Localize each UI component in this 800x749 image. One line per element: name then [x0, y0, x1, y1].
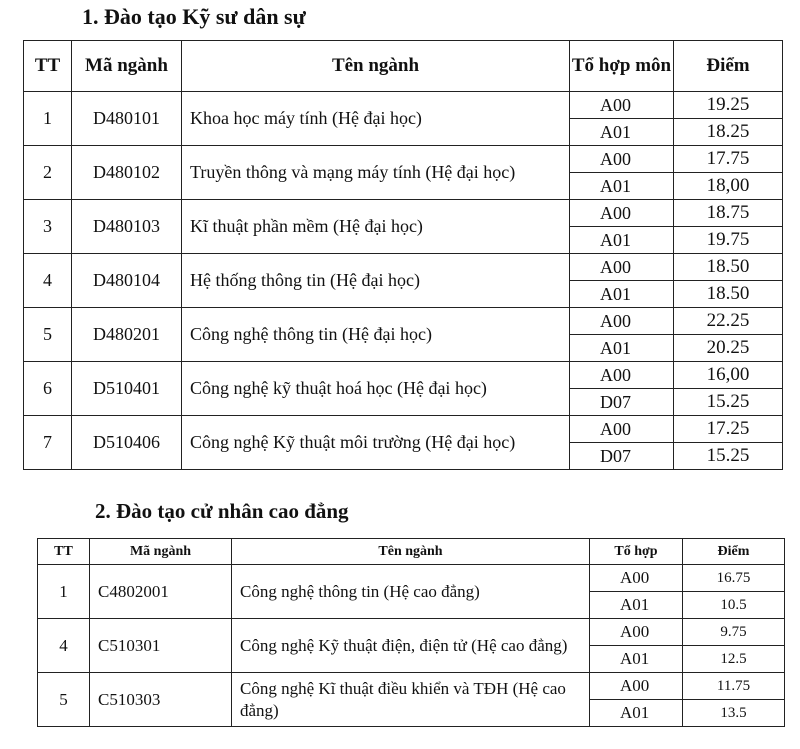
- major-name: Công nghệ Kĩ thuật điều khiển và TĐH (Hệ cao đẳng): [232, 673, 590, 727]
- admission-score: 15.25: [674, 389, 783, 416]
- admission-score: 9.75: [683, 619, 785, 646]
- table-row: [24, 254, 783, 281]
- subject-combo: A00: [570, 416, 674, 443]
- table-row: [38, 673, 785, 700]
- subject-combo: D07: [570, 389, 674, 416]
- subject-combo: A01: [570, 281, 674, 308]
- major-code: C510303: [90, 673, 232, 727]
- row-number: 1: [38, 565, 90, 619]
- admission-score: 16,00: [674, 362, 783, 389]
- major-name: Công nghệ thông tin (Hệ cao đẳng): [232, 565, 590, 619]
- section2-title: 2. Đào tạo cử nhân cao đẳng: [95, 499, 349, 523]
- subject-combo: A01: [590, 646, 683, 673]
- subject-combo: A00: [570, 200, 674, 227]
- major-name: Kĩ thuật phần mềm (Hệ đại học): [182, 200, 570, 254]
- engineer-score-table: [23, 40, 783, 470]
- header-score: Điểm: [674, 41, 783, 92]
- major-code: D480103: [72, 200, 182, 254]
- subject-combo: A01: [570, 119, 674, 146]
- admission-score: 15.25: [674, 443, 783, 470]
- row-number: 3: [24, 200, 72, 254]
- subject-combo: A00: [590, 619, 683, 646]
- subject-combo: A01: [570, 227, 674, 254]
- table-header-row: [38, 539, 785, 565]
- table-row: [38, 565, 785, 592]
- subject-combo: A00: [570, 308, 674, 335]
- subject-combo: A01: [590, 700, 683, 727]
- header-score: Điểm: [683, 539, 785, 565]
- major-name: Khoa học máy tính (Hệ đại học): [182, 92, 570, 146]
- subject-combo: A00: [590, 565, 683, 592]
- major-code: D510401: [72, 362, 182, 416]
- major-name: Truyền thông và mạng máy tính (Hệ đại học): [182, 146, 570, 200]
- subject-combo: A00: [570, 92, 674, 119]
- admission-score: 19.75: [674, 227, 783, 254]
- header-code: Mã ngành: [72, 41, 182, 92]
- admission-score: 10.5: [683, 592, 785, 619]
- section1-title: 1. Đào tạo Kỹ sư dân sự: [82, 4, 306, 29]
- row-number: 2: [24, 146, 72, 200]
- admission-score: 18.50: [674, 281, 783, 308]
- admission-score: 11.75: [683, 673, 785, 700]
- row-number: 6: [24, 362, 72, 416]
- subject-combo: A00: [590, 673, 683, 700]
- row-number: 5: [24, 308, 72, 362]
- admission-score: 18.25: [674, 119, 783, 146]
- admission-score: 16.75: [683, 565, 785, 592]
- table-body: [24, 92, 783, 470]
- row-number: 1: [24, 92, 72, 146]
- major-name: Công nghệ thông tin (Hệ đại học): [182, 308, 570, 362]
- row-number: 7: [24, 416, 72, 470]
- row-number: 4: [24, 254, 72, 308]
- major-name: Công nghệ Kỹ thuật điện, điện tử (Hệ cao đẳng): [232, 619, 590, 673]
- admission-score: 17.25: [674, 416, 783, 443]
- admission-score: 13.5: [683, 700, 785, 727]
- major-code: D480201: [72, 308, 182, 362]
- row-number: 5: [38, 673, 90, 727]
- major-code: D480101: [72, 92, 182, 146]
- admission-score: 19.25: [674, 92, 783, 119]
- subject-combo: A01: [590, 592, 683, 619]
- admission-score: 18.50: [674, 254, 783, 281]
- table-row: [24, 308, 783, 335]
- header-tt: TT: [24, 41, 72, 92]
- row-number: 4: [38, 619, 90, 673]
- major-code: D480104: [72, 254, 182, 308]
- admission-score: 22.25: [674, 308, 783, 335]
- table-body: [38, 565, 785, 727]
- header-name: Tên ngành: [182, 41, 570, 92]
- major-name: Công nghệ kỹ thuật hoá học (Hệ đại học): [182, 362, 570, 416]
- table-row: [24, 146, 783, 173]
- subject-combo: A01: [570, 335, 674, 362]
- admission-score: 12.5: [683, 646, 785, 673]
- header-combo: Tổ hợp môn: [570, 41, 674, 92]
- admission-score: 18.75: [674, 200, 783, 227]
- header-code: Mã ngành: [90, 539, 232, 565]
- major-code: D510406: [72, 416, 182, 470]
- table-header-row: [24, 41, 783, 92]
- major-code: C4802001: [90, 565, 232, 619]
- header-name: Tên ngành: [232, 539, 590, 565]
- subject-combo: A00: [570, 362, 674, 389]
- admission-score: 20.25: [674, 335, 783, 362]
- table-row: [24, 362, 783, 389]
- major-code: D480102: [72, 146, 182, 200]
- subject-combo: A00: [570, 146, 674, 173]
- admission-score: 18,00: [674, 173, 783, 200]
- major-name: Hệ thống thông tin (Hệ đại học): [182, 254, 570, 308]
- table-row: [24, 200, 783, 227]
- subject-combo: A01: [570, 173, 674, 200]
- major-name: Công nghệ Kỹ thuật môi trường (Hệ đại học): [182, 416, 570, 470]
- table-row: [24, 92, 783, 119]
- subject-combo: D07: [570, 443, 674, 470]
- admission-score: 17.75: [674, 146, 783, 173]
- header-tt: TT: [38, 539, 90, 565]
- table-row: [38, 619, 785, 646]
- college-score-table: [37, 538, 785, 727]
- major-code: C510301: [90, 619, 232, 673]
- table-row: [24, 416, 783, 443]
- subject-combo: A00: [570, 254, 674, 281]
- header-combo: Tổ hợp: [590, 539, 683, 565]
